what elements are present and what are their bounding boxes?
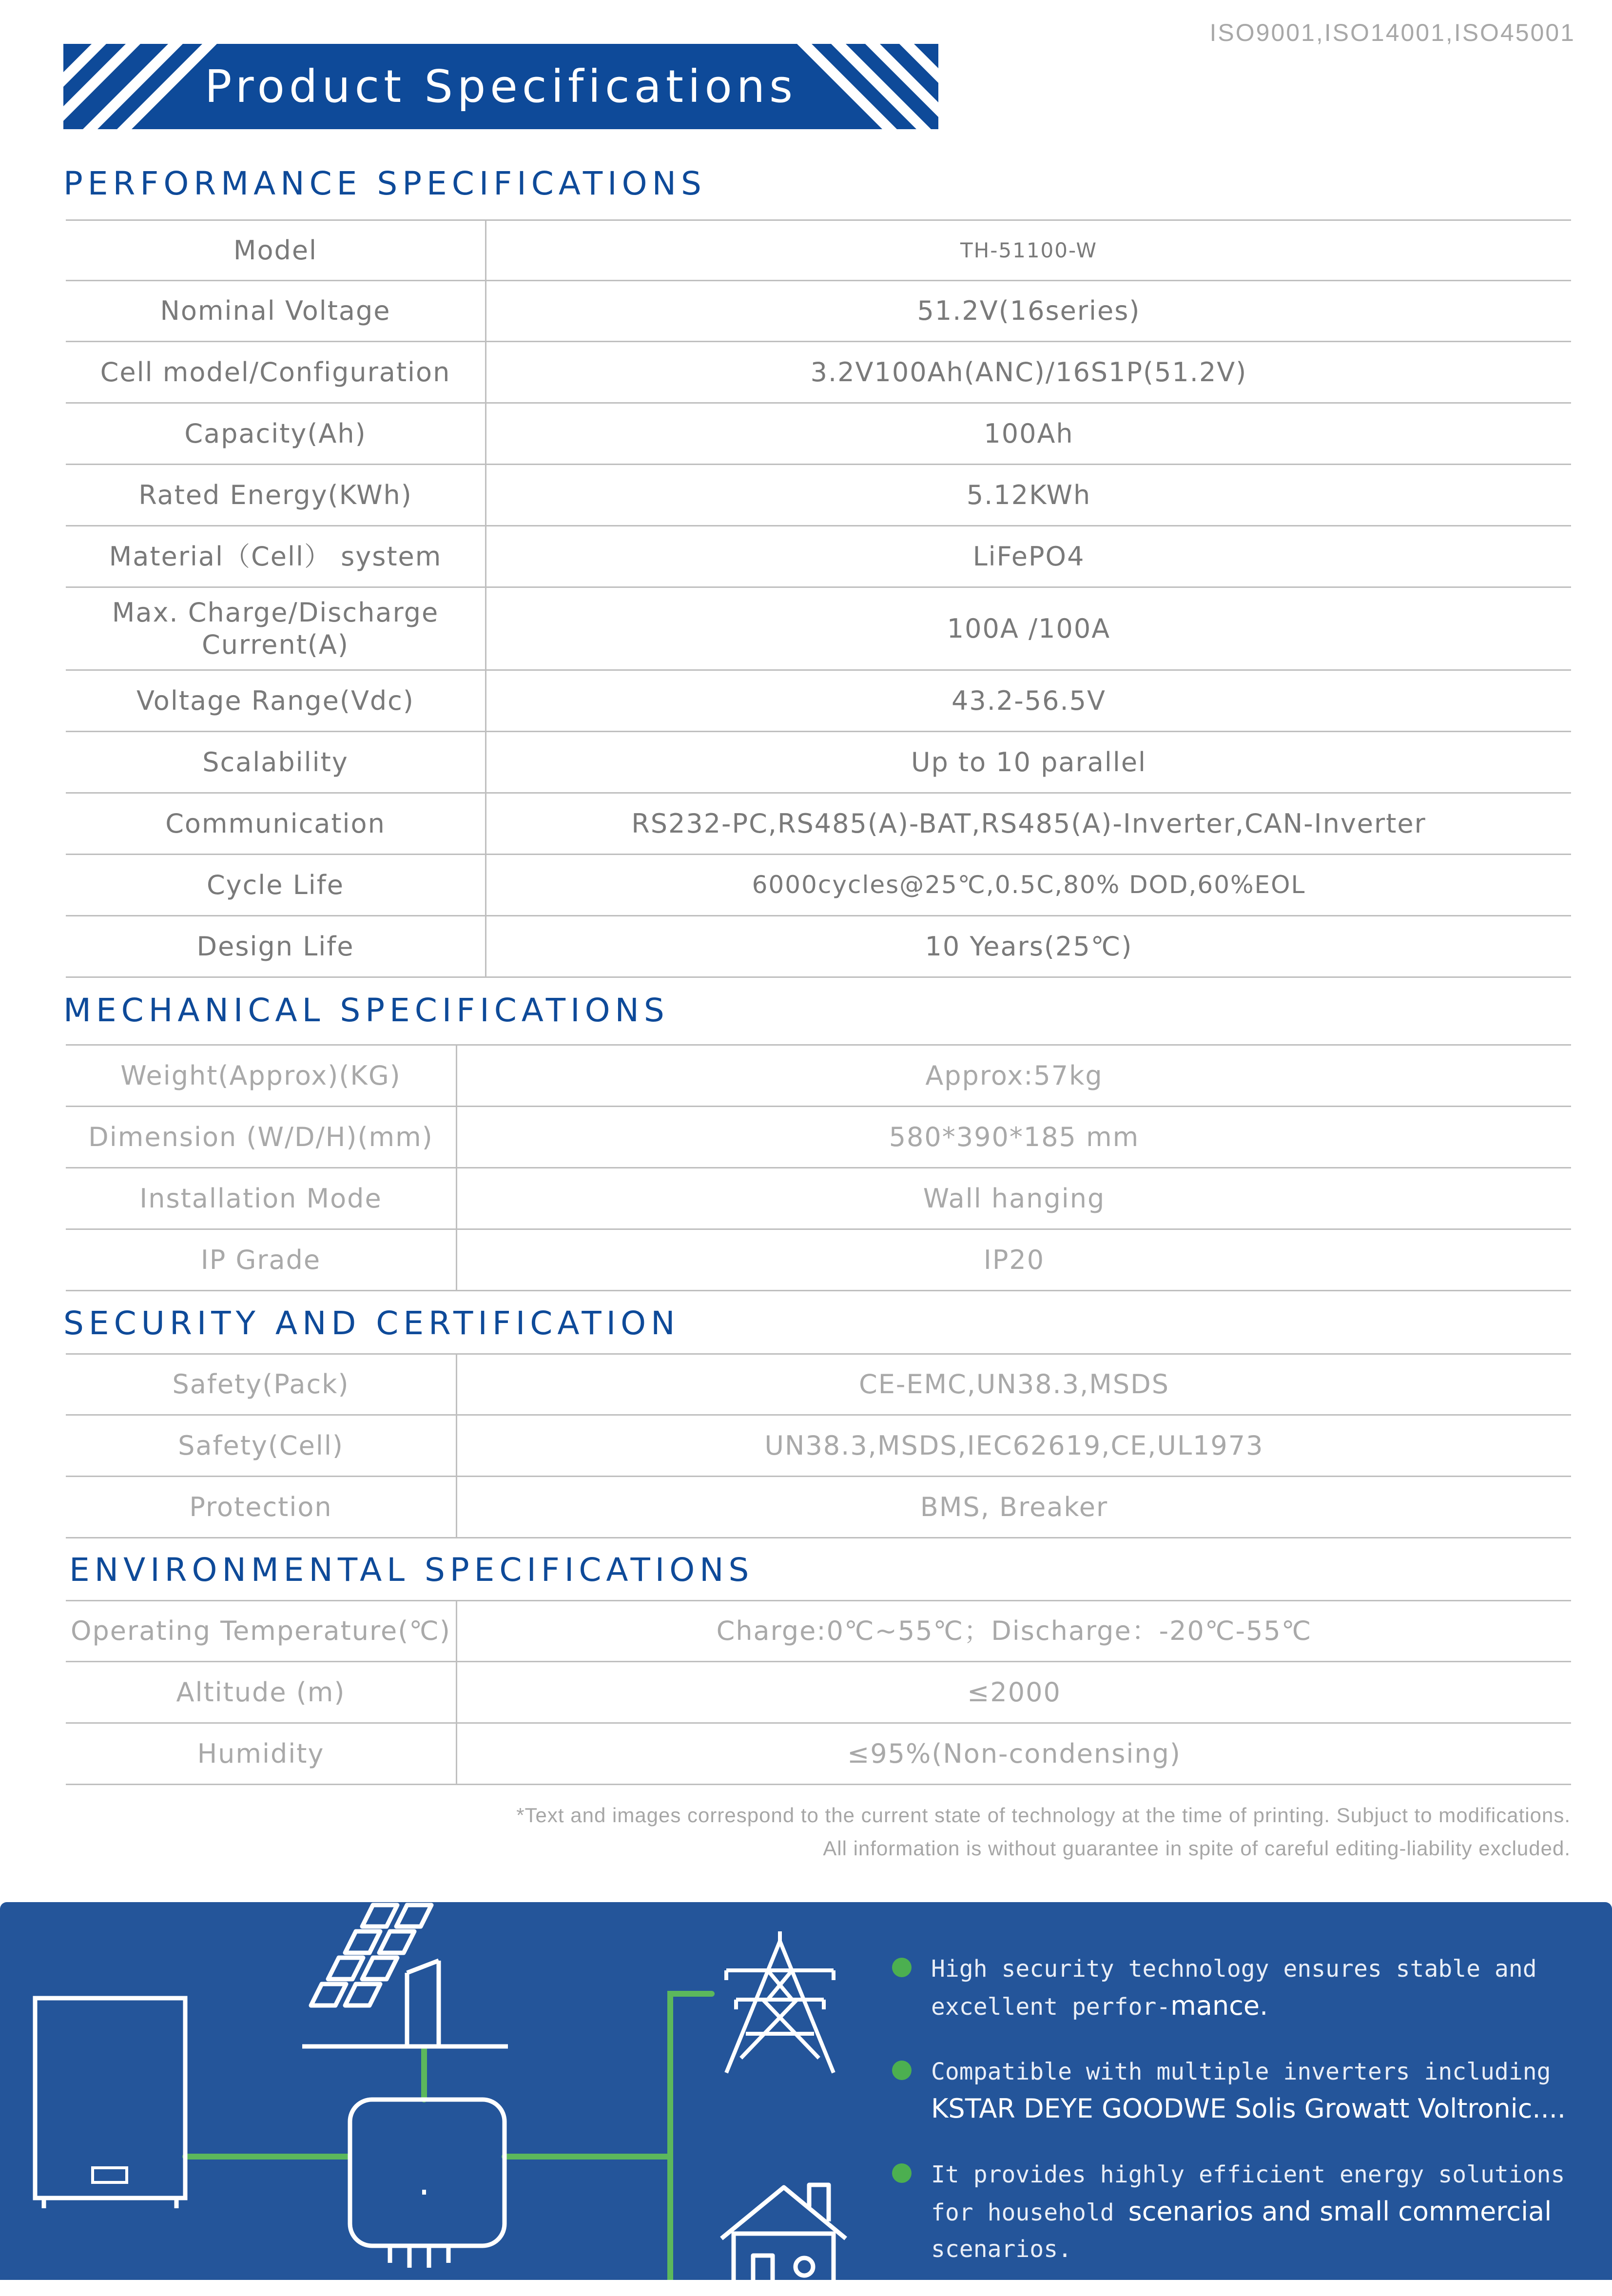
table-row <box>66 916 1571 977</box>
spec-label: Voltage Range(Vdc) <box>66 670 486 732</box>
spec-value: CE-EMC,UN38.3,MSDS <box>859 1369 1169 1400</box>
table-row <box>66 1415 1571 1477</box>
spec-value: Up to 10 parallel <box>911 746 1147 778</box>
security-table <box>66 1353 1571 1538</box>
spec-value: 43.2-56.5V <box>952 685 1106 716</box>
spec-label: Safety(Pack) <box>66 1354 457 1415</box>
spec-value: 6000cycles@25℃,0.5C,80% DOD,60%EOL <box>752 871 1306 899</box>
feature-text: mance. <box>1170 1990 1268 2021</box>
feature-text: Compatible with multiple inverters including <box>931 2058 1551 2085</box>
spec-label: Dimension (W/D/H)(mm) <box>66 1107 457 1168</box>
spec-value: TH-51100-W <box>960 238 1097 262</box>
table-row <box>66 403 1571 465</box>
spec-label: Protection <box>66 1477 457 1538</box>
spec-value: BMS, Breaker <box>920 1491 1108 1522</box>
table-row <box>66 220 1571 281</box>
spec-label: Communication <box>66 793 486 855</box>
table-row <box>66 1107 1571 1168</box>
spec-value: RS232-PC,RS485(A)-BAT,RS485(A)-Inverter,CAN-Inverter <box>631 808 1426 839</box>
spec-label: Rated Energy(KWh) <box>66 465 486 526</box>
spec-value: UN38.3,MSDS,IEC62619,CE,UL1973 <box>764 1430 1264 1461</box>
table-row <box>66 855 1571 916</box>
spec-value: Charge:0℃~55℃；Discharge：-20℃-55℃ <box>716 1615 1312 1647</box>
table-row <box>66 587 1571 670</box>
security-section-title: SECURITY AND CERTIFICATION <box>63 1304 680 1342</box>
table-row <box>66 342 1571 403</box>
spec-label: Altitude (m) <box>66 1662 457 1723</box>
spec-label: Model <box>66 220 486 281</box>
mechanical-table <box>66 1044 1571 1291</box>
feature-text: High security technology ensures stable and excellent perfor- <box>931 1955 1537 2021</box>
table-row <box>66 1601 1571 1662</box>
spec-value: 580*390*185 mm <box>889 1121 1140 1152</box>
page-title: Product Specifications <box>204 60 797 113</box>
spec-label: IP Grade <box>66 1229 457 1291</box>
table-row <box>66 1662 1571 1723</box>
energy-system-illustration <box>0 1902 877 2280</box>
table-row <box>66 281 1571 342</box>
solar-panel-icon <box>302 1905 508 2046</box>
house-icon <box>721 2185 846 2280</box>
spec-value: 3.2V100Ah(ANC)/16S1P(51.2V) <box>810 356 1247 388</box>
green-bullet-icon <box>892 1958 912 1977</box>
spec-value: IP20 <box>983 1244 1045 1275</box>
spec-value: 5.12KWh <box>966 479 1091 510</box>
table-row <box>66 793 1571 855</box>
table-row <box>66 670 1571 732</box>
green-bullet-icon <box>892 2163 912 2183</box>
feature-text: It provides highly efficient energy solutions for household <box>931 2161 1565 2226</box>
spec-label: Nominal Voltage <box>66 281 486 342</box>
table-row <box>66 732 1571 793</box>
spec-label: Installation Mode <box>66 1168 457 1229</box>
feature-text: scenarios and small commercial <box>1128 2196 1552 2227</box>
spec-value: 10 Years(25℃) <box>925 931 1133 962</box>
performance-section-title: PERFORMANCE SPECIFICATIONS <box>63 165 706 202</box>
spec-label: Cell model/Configuration <box>66 342 486 403</box>
spec-label: Material（Cell） system <box>66 526 486 587</box>
disclaimer-line-1: *Text and images correspond to the current state of technology at the time of printing. Subjuct to modifications. <box>516 1804 1571 1827</box>
features-panel <box>0 1902 1612 2280</box>
title-banner <box>63 44 938 129</box>
inverter-icon <box>350 2100 505 2268</box>
feature-text: KSTAR DEYE GOODWE Solis Growatt Voltronic.... <box>931 2093 1566 2124</box>
spec-label: Safety(Cell) <box>66 1415 457 1477</box>
performance-table <box>66 219 1571 978</box>
spec-value: LiFePO4 <box>972 541 1085 572</box>
environmental-table <box>66 1600 1571 1785</box>
spec-label: Design Life <box>66 916 486 977</box>
spec-label: Weight(Approx)(KG) <box>66 1045 457 1107</box>
list-item <box>892 2054 1584 2128</box>
spec-label: Max. Charge/Discharge Current(A) <box>66 587 486 670</box>
list-item <box>892 1951 1584 2025</box>
certifications-text: ISO9001,ISO14001,ISO45001 <box>1209 19 1575 46</box>
table-row <box>66 465 1571 526</box>
spec-label: Cycle Life <box>66 855 486 916</box>
spec-label: Capacity(Ah) <box>66 403 486 465</box>
spec-value: 100Ah <box>984 418 1074 449</box>
feature-text: scenarios. <box>931 2236 1072 2263</box>
table-row <box>66 1168 1571 1229</box>
table-row <box>66 1045 1571 1107</box>
spec-label: Scalability <box>66 732 486 793</box>
spec-label: Humidity <box>66 1723 457 1785</box>
mechanical-section-title: MECHANICAL SPECIFICATIONS <box>63 992 669 1029</box>
list-item <box>892 2157 1584 2268</box>
table-row <box>66 1723 1571 1785</box>
table-row <box>66 1229 1571 1291</box>
power-tower-icon <box>726 1931 834 2073</box>
environmental-section-title: ENVIRONMENTAL SPECIFICATIONS <box>69 1551 754 1589</box>
spec-value: Wall hanging <box>923 1183 1106 1214</box>
battery-cabinet-icon <box>35 1998 185 2208</box>
table-row <box>66 1354 1571 1415</box>
table-row <box>66 1477 1571 1538</box>
spec-value: 51.2V(16series) <box>917 295 1141 327</box>
green-bullet-icon <box>892 2061 912 2080</box>
spec-value: ≤2000 <box>967 1676 1061 1708</box>
feature-list <box>892 1951 1584 2296</box>
table-row <box>66 526 1571 587</box>
disclaimer-line-2: All information is without guarantee in spite of careful editing-liability excluded. <box>823 1837 1571 1860</box>
spec-label: Operating Temperature(℃) <box>66 1601 457 1662</box>
spec-value: Approx:57kg <box>925 1060 1103 1091</box>
spec-value: ≤95%(Non-condensing) <box>847 1738 1181 1769</box>
spec-value: 100A /100A <box>947 613 1111 644</box>
